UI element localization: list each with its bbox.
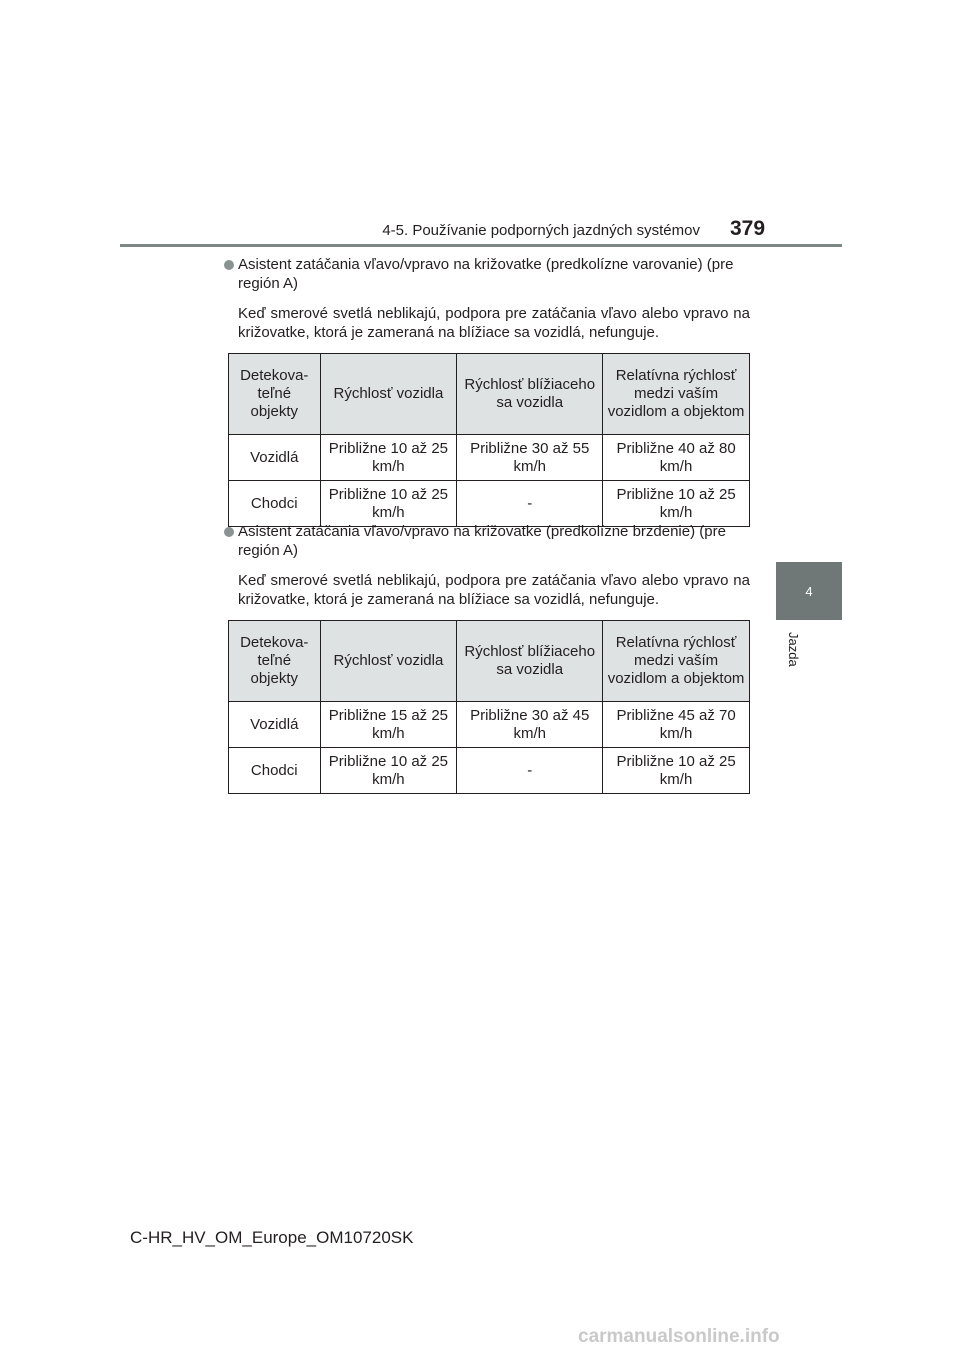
table-cell: Približne 30 až 55 km/h xyxy=(457,435,603,481)
paragraph: Keď smerové svetlá neblikajú, podpora pre zatáčania vľavo alebo vpravo na križovatke, ktorá je zameraná na blížiace sa vozidlá, nefunguje. xyxy=(238,305,750,341)
table-cell: Približne 15 až 25 km/h xyxy=(320,702,457,748)
table-row xyxy=(229,702,750,748)
table-header-cell: Rýchlosť vozidla xyxy=(320,621,457,702)
table-cell: Približne 10 až 25 km/h xyxy=(320,435,457,481)
bullet-dot-icon xyxy=(224,527,234,537)
table-row xyxy=(229,481,750,527)
table-header-row xyxy=(229,621,750,702)
table-header-cell: Rýchlosť blížiaceho sa vozidla xyxy=(457,621,603,702)
content-block-2 xyxy=(224,522,750,794)
speed-table-braking xyxy=(228,620,750,794)
table-cell: Približne 45 až 70 km/h xyxy=(603,702,750,748)
table-header-cell: Detekova-teľné objekty xyxy=(229,354,321,435)
paragraph: Keď smerové svetlá neblikajú, podpora pre zatáčania vľavo alebo vpravo na križovatke, ktorá je zameraná na blížiace sa vozidlá, nefunguje. xyxy=(238,572,750,608)
table-header-cell: Rýchlosť vozidla xyxy=(320,354,457,435)
content-block-1 xyxy=(224,255,750,527)
table-row xyxy=(229,748,750,794)
speed-table-warning xyxy=(228,353,750,527)
table-header-row xyxy=(229,354,750,435)
table-header-cell: Detekova-teľné objekty xyxy=(229,621,321,702)
table-cell: Približne 10 až 25 km/h xyxy=(603,481,750,527)
bullet-dot-icon xyxy=(224,260,234,270)
bullet-text: Asistent zatáčania vľavo/vpravo na križovatke (predkolízne varovanie) (pre región A) xyxy=(238,256,734,292)
table-cell: Približne 40 až 80 km/h xyxy=(603,435,750,481)
table-cell: Vozidlá xyxy=(229,702,321,748)
chapter-tab-number: 4 xyxy=(805,584,813,599)
page-header xyxy=(0,0,960,250)
bullet-item xyxy=(224,522,750,560)
table-cell: Približne 10 až 25 km/h xyxy=(320,481,457,527)
chapter-tab-label: Jazda xyxy=(786,632,801,667)
table-cell: - xyxy=(457,481,603,527)
bullet-item xyxy=(224,255,750,293)
bullet-text: Asistent zatáčania vľavo/vpravo na križovatke (predkolízne brzdenie) (pre región A) xyxy=(238,523,726,559)
table-cell: Približne 30 až 45 km/h xyxy=(457,702,603,748)
watermark-url[interactable]: carmanualsonline.info xyxy=(578,1326,780,1347)
table-cell: Chodci xyxy=(229,748,321,794)
chapter-tab[interactable] xyxy=(776,562,842,620)
document-code: C-HR_HV_OM_Europe_OM10720SK xyxy=(130,1228,414,1247)
table-row xyxy=(229,435,750,481)
table-header-cell: Rýchlosť blížiaceho sa vozidla xyxy=(457,354,603,435)
table-cell: Približne 10 až 25 km/h xyxy=(603,748,750,794)
table-cell: Chodci xyxy=(229,481,321,527)
table-header-cell: Relatívna rýchlosť medzi vaším vozidlom a objektom xyxy=(603,621,750,702)
header-rule xyxy=(120,244,842,247)
table-cell: Približne 10 až 25 km/h xyxy=(320,748,457,794)
table-cell: - xyxy=(457,748,603,794)
table-cell: Vozidlá xyxy=(229,435,321,481)
table-header-cell: Relatívna rýchlosť medzi vaším vozidlom a objektom xyxy=(603,354,750,435)
section-title: 4-5. Používanie podporných jazdných systémov xyxy=(382,222,700,239)
page-number: 379 xyxy=(730,217,766,240)
